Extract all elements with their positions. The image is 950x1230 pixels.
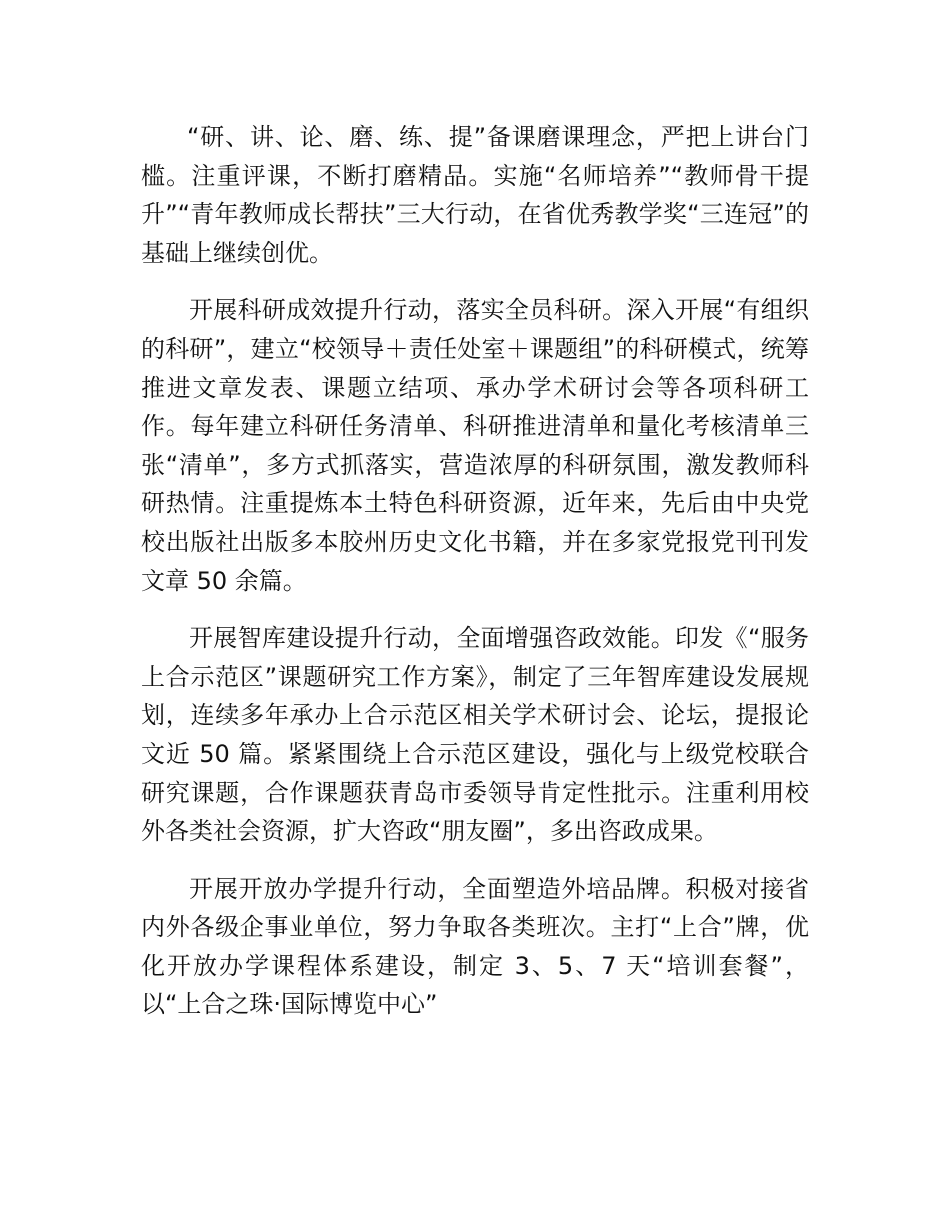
paragraph-4: 开展开放办学提升行动，全面塑造外培品牌。积极对接省内外各级企事业单位，努力争取各类班次。主打“上合”牌，优化开放办学课程体系建设，制定 3、5、7 天“培训套餐”，以“上合之珠·国际博览中心” bbox=[141, 874, 809, 1019]
paragraph-2: 开展科研成效提升行动，落实全员科研。深入开展“有组织的科研”，建立“校领导＋责任处室＋课题组”的科研模式，统筹推进文章发表、课题立结项、承办学术研讨会等各项科研工作。每年建立科研任务清单、科研推进清单和量化考核清单三张“清单”，多方式抓落实，营造浓厚的科研氛围，激发教师科研热情。注重提炼本土特色科研资源，近年来，先后由中央党校出版社出版多本胶州历史文化书籍，并在多家党报党刊刊发文章 50 余篇。 bbox=[141, 296, 809, 595]
paragraph-3: 开展智库建设提升行动，全面增强咨政效能。印发《“服务上合示范区”课题研究工作方案》，制定了三年智库建设发展规划，连续多年承办上合示范区相关学术研讨会、论坛，提报论文近 50 篇。紧紧围绕上合示范区建设，强化与上级党校联合研究课题，合作课题获青岛市委领导肯定性批示。注重利用校外各类社会资源，扩大咨政“朋友圈”，多出咨政成果。 bbox=[141, 624, 809, 846]
document-body bbox=[141, 118, 809, 1043]
paragraph-1: “研、讲、论、磨、练、提”备课磨课理念，严把上讲台门槛。注重评课，不断打磨精品。实施“名师培养”“教师骨干提升”“青年教师成长帮扶”三大行动，在省优秀教学奖“三连冠”的基础上继续创优。 bbox=[141, 123, 809, 267]
